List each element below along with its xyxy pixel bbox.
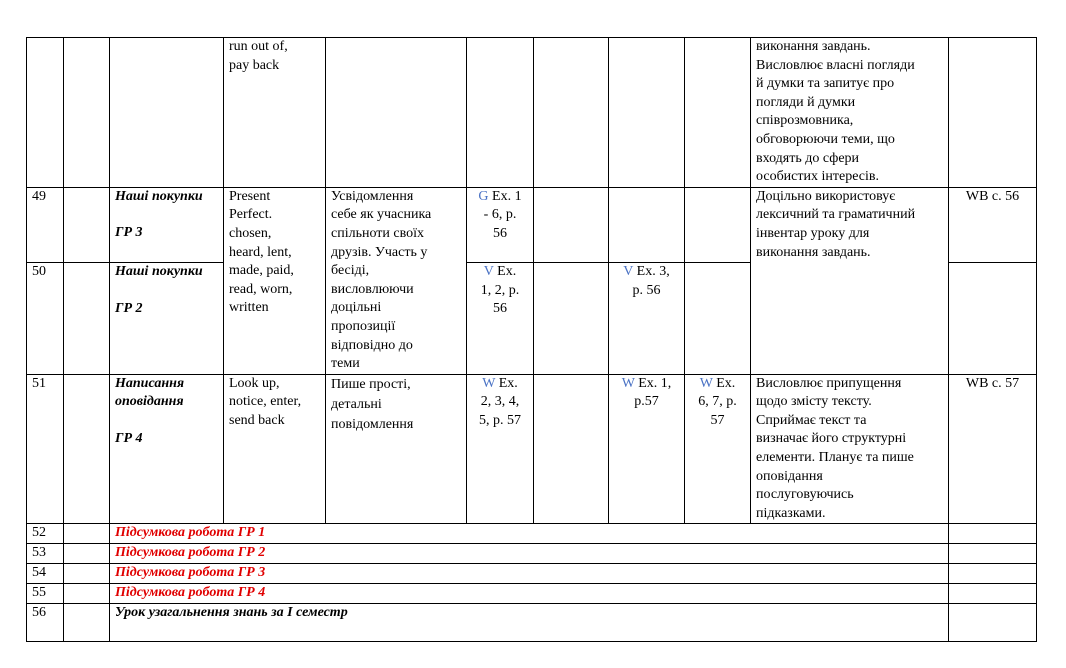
task-text: p. 56 [632,282,661,298]
date-cell [64,187,110,262]
task-cell [534,262,609,374]
vocabulary-cell [224,187,326,374]
result-line: співрозмовника, [756,113,854,129]
test-label: Підсумкова робота ГР 1 [110,524,949,544]
result-line: входять до сфери [756,150,860,166]
task-text: 6, 7, p. [698,394,737,410]
topic-cell [110,374,224,524]
speaking-line: повідомлення [331,416,414,432]
topic-title: Написання [115,375,185,391]
vocab-line: chosen, [229,225,272,241]
task-cell [609,187,685,262]
speaking-cell [326,187,467,374]
table-row [27,544,1037,564]
task-text: p.57 [634,394,659,410]
task-cell [609,262,685,374]
result-line: особистих інтересів. [756,169,879,185]
vocabulary-letter: V [483,263,494,279]
topic-cell [110,262,224,374]
speaking-cell [326,38,467,188]
lesson-number-cell: 56 [27,604,64,642]
homework-cell [949,604,1037,642]
speaking-line: спільноти своїх [331,225,425,241]
date-cell [64,544,110,564]
lesson-number-cell: 51 [27,374,64,524]
task-text: 1, 2, p. [480,282,520,298]
topic-group: ГР 3 [115,225,143,241]
vocab-line: pay back [229,57,280,73]
result-line: обговорюючи теми, що [756,131,895,147]
task-cell [467,187,534,262]
homework-cell: WB c. 57 [949,374,1037,524]
task-text: 5, p. 57 [479,412,521,428]
table-row [27,524,1037,544]
result-line: Висловлює власні погляди [756,57,915,73]
test-label: Підсумкова робота ГР 3 [110,564,949,584]
table-row [27,564,1037,584]
topic-title: Наші покупки [115,188,203,204]
test-label: Підсумкова робота ГР 2 [110,544,949,564]
task-cell [467,374,534,524]
vocab-line: run out of, [229,39,288,54]
task-cell [685,38,751,188]
result-line: й думки та запитує про [756,76,895,92]
vocab-line: send back [229,412,285,428]
lesson-number-cell: 50 [27,262,64,374]
result-line: лексичний та граматичний [756,207,916,223]
speaking-line: пропозиції [331,318,396,334]
topic-title: оповідання [115,394,184,410]
task-text: Ex. [495,375,518,391]
table-row [27,604,1037,642]
table-row [27,38,1037,188]
writing-letter: W [621,375,635,391]
speaking-line: доцільні [331,300,382,316]
task-text: Ex. 1, [634,375,672,391]
date-cell [64,584,110,604]
speaking-line: Усвідомлення [331,188,414,204]
task-text: Ex. [493,263,517,279]
date-cell [64,604,110,642]
vocab-line: heard, lent, [229,244,292,260]
date-cell [64,374,110,524]
task-cell [685,374,751,524]
speaking-line: бесіді, [331,263,370,279]
homework-cell [949,38,1037,188]
test-label: Підсумкова робота ГР 4 [110,584,949,604]
homework-cell [949,584,1037,604]
task-cell [609,38,685,188]
task-text: Ex. 1 [488,188,522,204]
homework-cell [949,524,1037,544]
task-text: Ex. [712,375,736,391]
summary-lesson-label: Урок узагальнення знань за I семестр [110,604,949,642]
grammar-letter: G [478,188,489,204]
vocab-line: Perfect. [229,207,273,223]
homework-cell: WB c. 56 [949,187,1037,262]
topic-cell [110,38,224,188]
task-cell [467,38,534,188]
result-line: погляди й думки [756,94,856,110]
homework-cell [949,544,1037,564]
result-line: Сприймає текст та [756,412,867,428]
task-cell [534,187,609,262]
date-cell [64,38,110,188]
lesson-number-cell: 49 [27,187,64,262]
task-text: 56 [493,225,507,241]
vocabulary-cell [224,374,326,524]
lesson-number-cell [27,38,64,188]
result-line: послуговуючись [756,487,854,503]
result-line: інвентар уроку для [756,225,870,241]
result-line: Висловлює припущення [756,375,902,391]
vocab-line: written [229,300,269,316]
date-cell [64,262,110,374]
result-line: щодо змісту тексту. [756,394,872,410]
task-cell [534,374,609,524]
table-row [27,187,1037,262]
writing-letter: W [482,375,496,391]
lesson-number-cell: 54 [27,564,64,584]
speaking-line: висловлюючи [331,281,414,297]
speaking-line: себе як учасника [331,207,432,223]
lesson-plan-table [26,37,1037,642]
result-line: визначає його структурні [756,431,907,447]
lesson-number-cell: 55 [27,584,64,604]
speaking-line: детальні [331,396,382,412]
speaking-line: відповідно до [331,337,413,353]
writing-letter: W [699,375,713,391]
result-line: оповідання [756,468,823,484]
vocabulary-letter: V [623,263,634,279]
task-cell [685,262,751,374]
result-line: елементи. Планує та пише [756,450,914,466]
task-cell [534,38,609,188]
task-text: 57 [710,412,725,428]
topic-group: ГР 2 [115,300,143,316]
result-line: підказками. [756,505,826,521]
homework-cell [949,564,1037,584]
task-cell [467,262,534,374]
result-cell [751,38,949,188]
topic-group: ГР 4 [115,430,143,446]
task-cell [685,187,751,262]
lesson-number-cell: 52 [27,524,64,544]
task-text: Ex. 3, [633,263,670,279]
vocab-line: made, paid, [229,263,294,279]
result-line: виконання завдань. [756,244,871,260]
topic-cell [110,187,224,262]
table-row [27,584,1037,604]
vocab-line: Look up, [229,375,280,391]
task-text: 56 [493,301,507,317]
task-cell [609,374,685,524]
lesson-number-cell: 53 [27,544,64,564]
speaking-line: друзів. Участь у [331,244,428,260]
vocabulary-cell [224,38,326,188]
date-cell [64,564,110,584]
task-text: - 6, p. [483,207,517,223]
result-line: виконання завдань. [756,39,871,54]
speaking-line: теми [331,356,360,372]
result-cell [751,187,949,374]
vocab-line: read, worn, [229,281,293,297]
table-row [27,374,1037,524]
vocab-line: notice, enter, [229,394,302,410]
homework-cell [949,262,1037,374]
task-text: 2, 3, 4, [480,394,520,410]
speaking-cell [326,374,467,524]
topic-title: Наші покупки [115,263,203,279]
speaking-line: Пише прості, [331,376,411,392]
vocab-line: Present [229,188,271,204]
date-cell [64,524,110,544]
result-cell [751,374,949,524]
result-line: Доцільно використовує [756,188,896,204]
